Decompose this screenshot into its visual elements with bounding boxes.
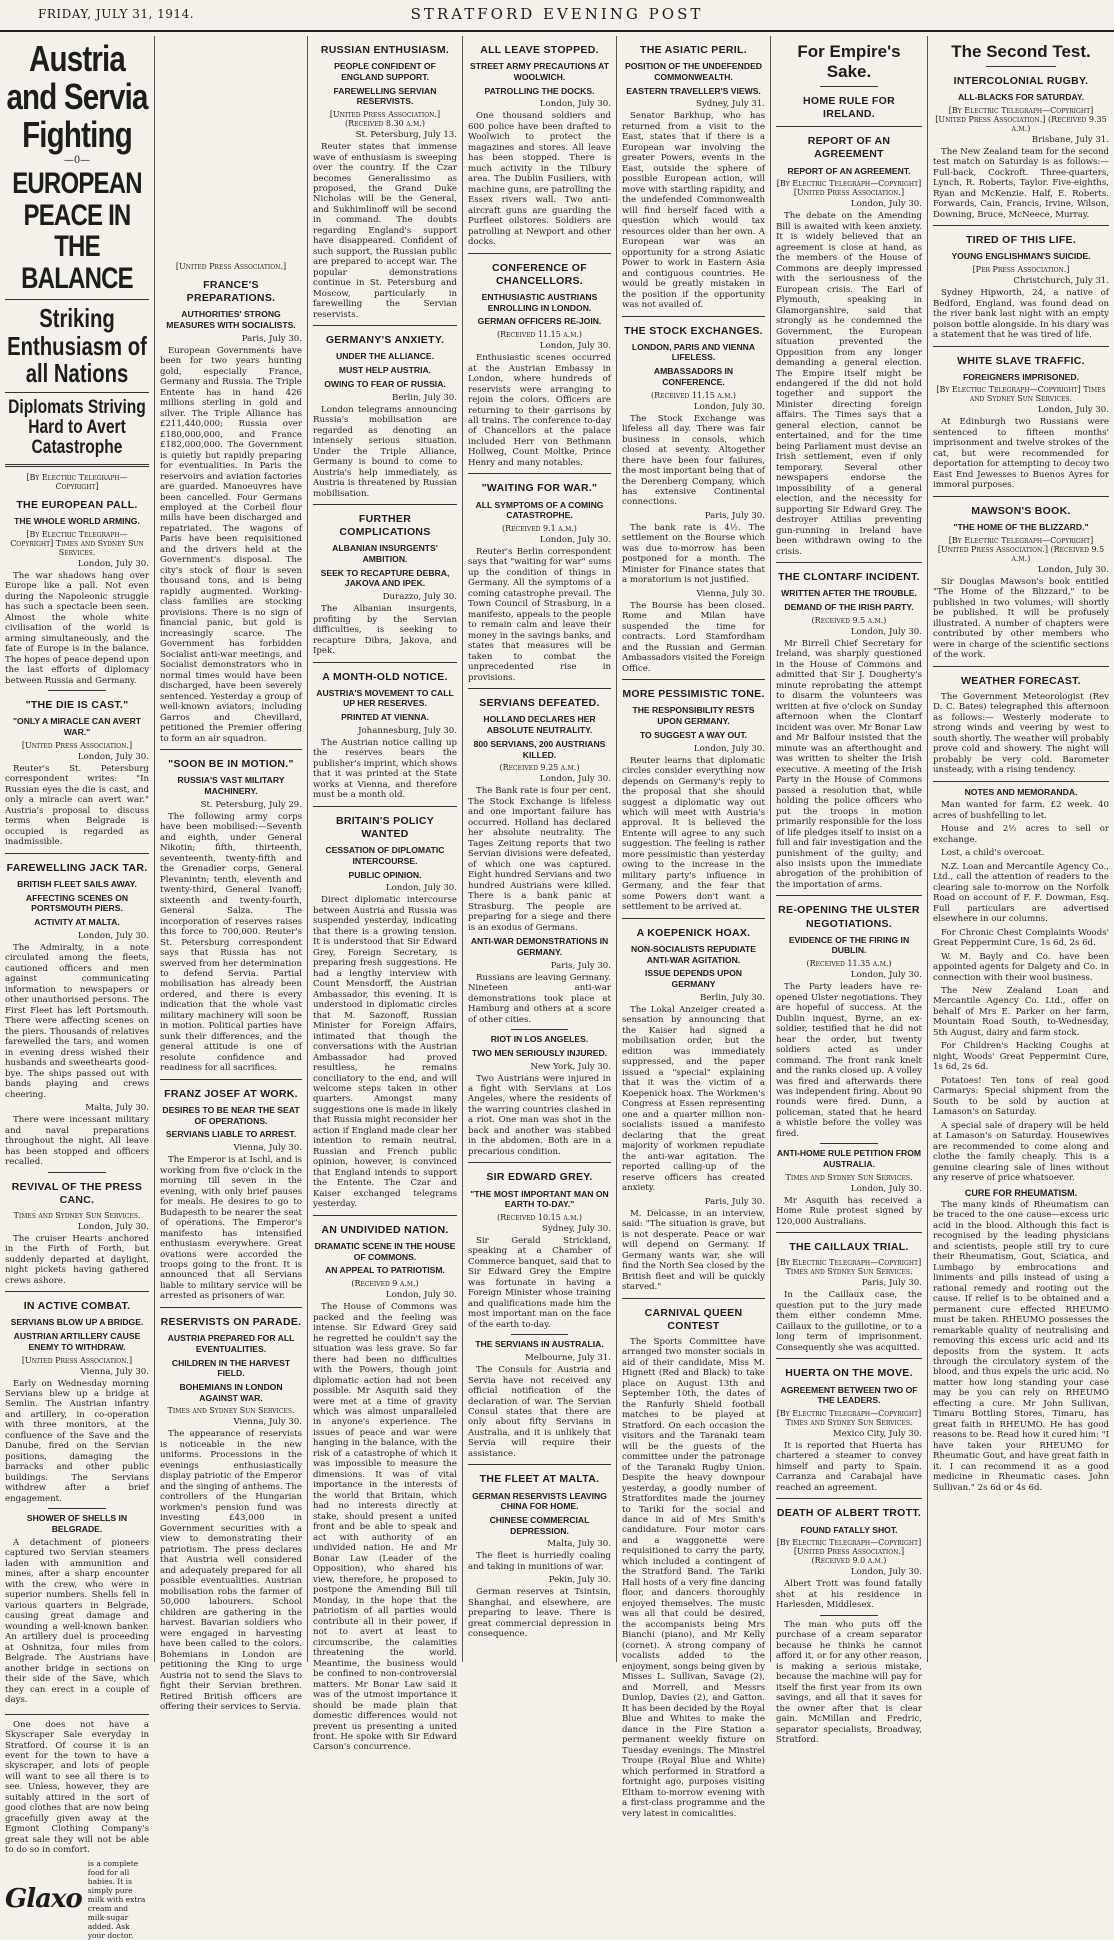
article-body: Early on Wednesday morning Servians blew up a bridge at Semlin. The Austrian infantry and artillery, in co-operation with three monitors, at the confluence of the Save and the Danube, fired on the Servian positions, damaging the barracks and other public buildings. The Servians withdrew after a brief engagement.: [5, 1378, 149, 1504]
dateline: Brisbane, July 31.: [1031, 134, 1109, 145]
article-subtitle: TO SUGGEST A WAY OUT.: [639, 729, 748, 740]
dateline: London, July 30.: [850, 1567, 922, 1578]
article-body: European Governments have been for two years hunting gold, especially France, Germany and Russia. The Triple Entente has in hand 426 millions sterling in gold and silver. The Triple Alliance has £211,440,000; Russia over £180,000,000, and France £182,000,000. The Government is quietly but rapidly preparing for eventualities. In Paris the reservoirs and aviation factories are guarded. Manoeuvres have been cancelled. Four Germans employed at the Corbeil flour mills have been discharged and repatriated. The wagons of Paris have been requisitioned and the drivers held at the Government's disposal. The city's stock of flour is seven thousand tons, and is being rapidly augmented. Working-class families are stocking provisions. There is no sign of financial panic, but gold is increasingly scarce. The Government has forbidden Socialist anti-war meetings, and Socialist demonstrators who in normal times would have been discharged, have been severely sentenced. Yesterday a group of well-known aviators, including Garros and Chevillard, petitioned the Premier offering to form an air squadron.: [160, 345, 302, 744]
credit-line: (Received 9.5 a.m.): [811, 615, 887, 625]
article-body: Reuter's St. Petersburg correspondent writes: "In Russian eyes the die is cast, and only a miracle can avert war." Austria's proposal to discuss terms when Belgrade is occupied is regarded as inadmissible.: [5, 763, 149, 848]
article-subtitle: AGREEMENT BETWEEN TWO OF THE LEADERS.: [780, 1384, 918, 1406]
newspaper-title: STRATFORD EVENING POST: [410, 5, 704, 23]
dateline: Paris, July 30.: [861, 1278, 922, 1289]
credit-line: [By Electric Telegraph—Copyright] Times and Sydney Sun Services.: [776, 1408, 922, 1427]
section-header: For Empire's Sake.: [797, 42, 901, 81]
dateline: London, July 30.: [539, 99, 611, 110]
article-subtitle: NON-SOCIALISTS REPUDIATE ANTI-WAR AGITATION.: [631, 943, 756, 965]
column-7: [928, 36, 1114, 1662]
article-body: The Bourse has been closed. Rome and Milan have suspended the time for contracts. Lord Stamfordham and the Russian and German Ambassadors visited the Foreign Office.: [622, 600, 765, 674]
article-title: IN ACTIVE COMBAT.: [23, 1300, 131, 1313]
dateline: Melbourne, July 31.: [524, 1353, 611, 1364]
article-subtitle: FOREIGNERS IMPRISONED.: [962, 371, 1080, 382]
article-title: THE ASIATIC PERIL.: [640, 44, 747, 56]
article-subtitle: ENTHUSIASTIC AUSTRIANS ENROLLING IN LONDON.: [481, 291, 598, 313]
article-body: Reuter's Berlin correspondent says that "waiting for war" sums up the condition of things in Germany. All the symptoms of a coming catastrophe prevail. The Town Council of Strasburg, in a manifesto, appeals to the people to remain calm and leave their money in the savings banks, and states that measures will be taken to combat the unprecedented rise in provisions.: [468, 547, 611, 683]
notes-list: [933, 800, 1109, 1183]
article-body: Albert Trott was found fatally shot at his residence in Harlesden, Middlesex.: [776, 1579, 922, 1611]
article-body: The following army corps have been mobilised:—Seventh and eighth, under General Nikotin; fifth, thirteenth, seventeenth, twenty-fifth and the Grenadier corps, General Plevanintn; tenth, eleventh and twenty-third, General Ivanoff; sixteenth and twenty-fourth, General Salza. The incorporation of reserves raises this force to 700,000. Reuter's St. Petersburg correspondent says that Russia has not swerved from her determination to defend Servia. Partial mobilisation has already been ordered, and there is every indication that the whole vast military machinery will soon be in motion. Political parties have sunk their differences, and the general attitude is one of resolute confidence and readiness for all sacrifices.: [160, 811, 302, 1074]
article-body: In the Caillaux case, the question put to the jury made them either condemn Mme. Caillaux to the guillotine, or to a long term of imprisonment. Consequently she was acquitted.: [776, 1290, 922, 1353]
article-subtitle: SERVIANS BLOW UP A BRIDGE.: [10, 1317, 144, 1328]
issue-date: FRIDAY, JULY 31, 1914.: [38, 7, 195, 21]
headline-peace: EUROPEAN PEACE IN THE BALANCE: [12, 167, 142, 295]
article-subtitle: ALL-BLACKS FOR SATURDAY.: [957, 92, 1085, 103]
article-subtitle: SEEK TO RECAPTURE DEBRA, JAKOVA AND IPEK.: [320, 567, 450, 589]
article-body: Reuter learns that diplomatic circles consider everything now depends on Germany's reply to the proposal that she should suggest a diplomatic way out which will meet with Austria's approval. It is believed the Entente will agree to any such suggestion. The feeling is rather more pessimistic than yesterday owing to the increase in the military party's influence in Germany, and the fear that some Powers don't want a settlement to be arrived at.: [622, 755, 765, 913]
article-subtitle: GERMAN OFFICERS RE-JOIN.: [477, 316, 602, 327]
article-body: Two Austrians were injured in a fight with Servians at Los Angeles, where the residents of the warring countries clashed in a riot. One man was shot in the back and another was stabbed in the abdomen. Both are in a precarious condition.: [468, 1073, 611, 1157]
dateline: Pekin, July 30.: [548, 1575, 611, 1586]
ad-body: One does not have a Skyscraper Sale everyday in Stratford. Of course it is an event for the town to have a skyscraper, and lots of people will want to see all there is to see. Unless, however, they are suitably attired in the sort of good clothes that are now being gracefully given away at the Egmont Clothing Company's great sale they will not be able to do so in comfort.: [5, 1719, 149, 1856]
dateline: Berlin, July 30.: [700, 992, 765, 1003]
credit-line: [Per Press Association.]: [972, 265, 1070, 275]
article-subtitle: SHOWER OF SHELLS IN BELGRADE.: [26, 1513, 128, 1535]
note-item: N.Z. Loan and Mercantile Agency Co., Ltd., call the attention of readers to the clearing sale to-morrow on the Norfolk Road on account of F. F. Dowman, Esq. Full particulars are advertised elsewhere in our columns.: [933, 861, 1109, 925]
article-body: The debate on the Amending Bill is awaited with keen anxiety. It is widely believed that an agreement is close at hand, as the members of the House of Commons are deeply impressed with the seriousness of the European crisis. The Earl of Plymouth, speaking in Glamorganshire, said that strongly as he condemned the Government, the European situation prevented the Opposition from any longer demanding a general election. The Empire itself might be endangered if the did not hold together and support the Minister directing foreign affairs. The Times says that a general election, cannot be entertained, and for the time being Parliament must devise an Irish settlement, even if only temporary. Several other newspapers endorse the impossibility of a general election, and the necessity for supporting Sir Edward Grey. The destroyer Attilias preventing gun-running in Ireland have been withdrawn owing to the crisis.: [776, 211, 922, 557]
note-item: Man wanted for farm. £2 week. 40 acres of bushfelling to let.: [933, 800, 1109, 821]
dateline: Sydney, July 30.: [541, 1223, 611, 1234]
article-subtitle: THE WHOLE WORLD ARMING.: [14, 516, 140, 527]
article-subtitle: ALBANIAN INSURGENTS' AMBITION.: [332, 543, 438, 564]
article-body: Senator Barkhup, who has returned from a visit to the East, states that if there is a European war involving the greater Powers, events in the East, outside the sphere of possible European action, will move with startling rapidity, and the undefended Commonwealth will find herself faced with a question which would tax resources older than her own. A European war was an opportunity for a strong Asiatic Power to work in Eastern Asia and contiguous countries. He would be greatly mistaken in the position if the opportunity was not availed of.: [622, 111, 765, 311]
dateline: Malta, July 30.: [547, 1539, 611, 1550]
article-subtitle: AUTHORITIES' STRONG MEASURES WITH SOCIALISTS.: [166, 309, 296, 330]
article-title: REVIVAL OF THE PRESS CANC.: [11, 1180, 143, 1206]
article-subtitle: ACTIVITY AT MALTA.: [34, 917, 120, 928]
article-subtitle: THE RESPONSIBILITY RESTS UPON GERMANY.: [632, 705, 755, 727]
article-title: WEATHER FORECAST.: [961, 674, 1081, 687]
article-title: "SOON BE IN MOTION.": [168, 758, 294, 771]
note-item: A special sale of drapery will be held at Lamason's on Saturday. Housewives are recommended to come along and clothe the family cheaply. This is a genuine clearing sale of lines without any reserve of price whatsoever.: [933, 1120, 1109, 1184]
dateline: Durazzo, July 30.: [382, 592, 457, 603]
credit-line: [By Electric Telegraph—Copyright] [United Press Association.] (Received 9.0 a.m.): [776, 1538, 922, 1566]
article-subtitle: FOUND FATALLY SHOT.: [800, 1524, 898, 1535]
credit-line: (Received 9.25 a.m.): [499, 763, 580, 773]
credit-line: Times and Sydney Sun Services.: [785, 1172, 913, 1182]
article-body: The cruiser Hearts anchored in the Firth of Forth, but suddenly departed at daylight, night pickets having gathered crews ashore.: [5, 1233, 149, 1286]
article-title: MAWSON'S BOOK.: [971, 504, 1071, 517]
article-body: Sydney Hipworth, 24, a native of Bedford, England, was found dead on the river bank last night with an empty poison bottle alongside. In his diary was a statement that he was tired of life.: [933, 288, 1109, 341]
article-title: RESERVISTS ON PARADE.: [160, 1315, 302, 1328]
dateline: Vienna, July 30.: [696, 588, 765, 599]
dateline: London, July 30.: [850, 970, 922, 981]
section-header: The Second Test.: [951, 42, 1091, 61]
article-body: M. Delcasse, in an interview, said: "The situation is grave, but is not desperate. Peace or war will depend on Germany. If Germany wants war, she will find the North Sea closed by the British fleet and will be quickly starved.": [622, 1208, 765, 1293]
article-body: Mr Birrell Chief Secretary for Ireland, was sharply questioned in the House of Commons and admitted that Sir J. Dougherty's minute reprobating the attempt to disarm the volunteers was written at five o'clock on Sunday afternoon when the Clontarf incident was over. Mr Bonar Law and Mr Balfour insisted that the minute was an afterthought and was written to shelter the Irish executive. A meeting of the Irish Party in the House of Commons passed a resolution that, while holding the police officers who put the troops in motion primarily responsible for the loss of life pledges itself to insist on a full and fair investigation and the punishment of the guilty; and also insists upon the immediate abrogation of the prohibition of the importation of arms.: [776, 638, 922, 890]
article-title: THE CAILLAUX TRIAL.: [789, 1241, 909, 1254]
article-body: It is reported that Huerta has chartered a steamer to convey himself and party to Spain. Carranza and Carabajal have reached an agreement.: [776, 1440, 922, 1493]
article-body: Direct diplomatic intercourse between Austria and Russia was suspended yesterday, indicating that there is a growing tension. It is understood that Sir Edward Grey, Foreign Secretary, is preparing fresh suggestions. He had a lengthy interview with Count Mensdorff, the Austrian Ambassador, this evening. It is understood in diplomatic circles that M. Sazonoff, Russian Minister for Foreign Affairs, intimated that though the conversations with the Austrian Ambassador had proved resultless, he remains conciliatory to the end, and will welcome steps taken in other quarters. Amongst many suggestions one is made in likely that Russia might reconsider her action if England made clear her intention to remain neutral. Russian and French public opinion, however, is convinced that England intends to support the Entente. The Czar and Kaiser exchanged telegrams yesterday.: [313, 895, 457, 1210]
article-title: SIR EDWARD GREY.: [486, 1171, 593, 1184]
credit-line: Times and Sydney Sun Services.: [167, 1406, 295, 1416]
glaxo-ad: [5, 1859, 149, 1940]
dateline: London, July 30.: [77, 1221, 149, 1232]
article-subtitle: PATROLLING THE DOCKS.: [484, 85, 595, 96]
article-subtitle: UNDER THE ALLIANCE.: [335, 351, 435, 362]
article-title: A KOEPENICK HOAX.: [636, 926, 751, 939]
credit-line: [United Press Association.] (Received 8.30 a.m.): [329, 110, 441, 129]
article-subtitle: PUBLIC OPINION.: [348, 869, 422, 880]
dateline: London, July 30.: [1037, 564, 1109, 575]
article-title: BRITAIN'S POLICY WANTED: [335, 814, 435, 840]
article-subtitle: DEMAND OF THE IRISH PARTY.: [784, 602, 914, 613]
article-title: FURTHER COMPLICATIONS: [339, 512, 431, 539]
dateline: Malta, July 30.: [85, 1103, 149, 1114]
article-subtitle: TWO MEN SERIOUSLY INJURED.: [471, 1047, 608, 1058]
dateline: London, July 30.: [539, 535, 611, 545]
article-subtitle: BRITISH FLEET SAILS AWAY.: [17, 878, 137, 889]
article-subtitle: RIOT IN LOS ANGELES.: [490, 1034, 589, 1045]
glaxo-logo: Glaxo: [5, 1884, 82, 1915]
article-subtitle: ISSUE DEPENDS UPON GERMANY: [645, 968, 742, 990]
credit-line: [By Electric Telegraph—Copyright] [United Press Association.]: [776, 179, 922, 198]
article-body: The Consuls for Austria and Servia have not received any official notification of the declaration of war. The Servian Consul states that there are only about fifty Servians in Australia, and it is unlikely that Servia will require their assistance.: [468, 1365, 611, 1459]
article-body: The Sports Committee have arranged two monster socials in aid of their candidate, Miss M. Hignett (Red and Black) to take place on August 13th and September 10th, the dates of the Ranfurly Shield football matches to be played at Stratford. On each occasion the visitors and the Taranaki team will be the guests of the committee under the patronage of the Taranaki Rugby Union. Despite the heavy downpour yesterday, a goodly number of Stratfordites made the journey to Tariki for the social and dance in aid of Mrs Smith's candidature. Four motor cars and a waggonette were requisitioned to carry the party, which included a contingent of the Stratford Band. The Tariki Hall hosts of a very fine dancing floor, and dancers thoroughly enjoyed themselves. The music was all that could be desired, the accompanists being Mrs Bianchi (piano), and Mr Kelly (cornet). A strong company of vocalists added to the enjoyment, songs being given by Misses L. Sullivan, Savage (2), and Morrell, and Messrs Dunlop, Davies (2), and Gatton. It has been decided by the Royal Blue and Whites to make the dance in the Fire Station a permanent weekly fixture on Tuesday evenings. The Minstrel Troupe (Royal Blue and White) which performed in Stratford a fortnight ago, purposes visiting Eltham to-morrow evening with a first-class programme and the very latest in comicalities.: [622, 1336, 765, 1819]
column-2: [155, 36, 308, 1713]
dateline: Berlin, July 30.: [392, 392, 457, 403]
dateline: London, July 30.: [77, 558, 149, 569]
headline-diplomats: Diplomats Striving Hard to Avert Catastrophe: [8, 397, 146, 459]
article-subtitle: RUSSIA'S VAST MILITARY MACHINERY.: [177, 775, 285, 796]
column-1: [0, 36, 155, 1940]
article-subtitle: AUSTRIA'S MOVEMENT TO CALL UP HER RESERVES.: [316, 687, 454, 709]
article-title: ALL LEAVE STOPPED.: [480, 44, 599, 56]
article-subtitle: DESIRES TO BE NEAR THE SEAT OF OPERATIONS.: [162, 1104, 300, 1126]
dateline: London, July 30.: [77, 930, 149, 941]
article-body: Russians are leaving Germany. Nineteen anti-war demonstrations took place at Hamburg and others at a score of other cities.: [468, 972, 611, 1025]
article-subtitle: "THE MOST IMPORTANT MAN ON EARTH TO-DAY.": [470, 1188, 609, 1210]
article-title: THE EUROPEAN PALL.: [16, 499, 138, 512]
dateline: St. Petersburg, July 29.: [200, 799, 302, 810]
article-body: At Edinburgh two Russians were sentenced to fifteen months' imprisonment and twelve strokes of the cat, but were recommended for deportation for attempting to decoy two East End Jewesses to Buenos Ayres for immoral purposes.: [933, 417, 1109, 491]
article-subtitle: STREET ARMY PRECAUTIONS AT WOOLWICH.: [470, 61, 609, 82]
note-item: House and 2½ acres to sell or exchange.: [933, 824, 1109, 845]
article-body: The Albanian insurgents, profiting by the Servian difficulties, is seeking to recapture Dibra, Jakova, and Ipek.: [313, 604, 457, 657]
article-subtitle: ANTI-HOME RULE PETITION FROM AUSTRALIA.: [776, 1148, 922, 1170]
article-title: INTERCOLONIAL RUGBY.: [953, 75, 1089, 87]
dateline: Vienna, July 30.: [233, 1417, 302, 1428]
dateline: Mexico City, July 30.: [832, 1428, 922, 1439]
article-body: Sir Douglas Mawson's book entitled "The Home of the Blizzard," to be published in two volumes, will shortly be published. It will be profusely illustrated. A number of chapters were contributed by other members who were in charge of the scientific sections of the work.: [933, 576, 1109, 661]
credit-line: Times and Sydney Sun Services.: [13, 1210, 141, 1220]
article-title: SERVIANS DEFEATED.: [479, 697, 600, 710]
article-title: THE CLONTARF INCIDENT.: [778, 571, 920, 584]
credit-line: (Received 10.15 a.m.): [496, 1212, 583, 1222]
article-title: WHITE SLAVE TRAFFIC.: [957, 354, 1085, 367]
article-body: The Emperor is at Ischl, and is working from five o'clock in the morning till seven in the evening, with only brief pauses for meals. He desires to go to Budapesth to be nearer the seat of operations. The Emperor's manifesto has intensified enthusiasm everywhere. Great ovations were accorded the troops going to the front. It is announced that all Servians liable to military service will be arrested as prisoners of war.: [160, 1155, 302, 1302]
note-item: W. M. Bayly and Co. have been appointed agents for Dalgety and Co. in connection with their wool business.: [933, 951, 1109, 983]
rheumo-ad-title: CURE FOR RHEUMATISM.: [964, 1187, 1078, 1198]
article-subtitle: LONDON, PARIS AND VIENNA LIFELESS.: [631, 341, 756, 363]
article-body: The appearance of reservists is noticeable in the new uniforms. Processions in the evenings enthusiastically display patriotic of the Emperor and the singing of anthems. The controllers of the Hungarian workmen's pension fund was investing £43,000 in Government securities with a view to demonstrating their patriotism. The press declares that Austria well considered and adequately prepared for all possible eventualities. Austrian mobilisation robs the farmer of 50,000 labourers. School children are gathering in the harvest. Bavarian soldiers who were engaged in harvesting have been called to the colors. Bohemians in London are petitioning the King to urge Austria not to send the Slavs to fight their Servian brethren. Retired British officers are offering their services to Servia.: [160, 1429, 302, 1713]
credit-line: [By Electric Telegraph—Copyright]: [26, 473, 128, 492]
article-body: The fleet is hurriedly coaling and taking in munitions of war.: [468, 1551, 611, 1572]
article-title: FAREWELLING JACK TAR.: [6, 861, 148, 874]
article-body: The Party leaders have re-opened Ulster negotiations. They are hopeful of success. At the Dublin inquest, Byrne, an ex-soldier, testified that he did not hear the order, but twenty soldiers acted as under command. The front rank knelt and the ranks closed up. A volley was fired and afterwards there was independent firing. About 90 rounds were fired. Dunn, a policeman, stated that he heard a whistle before the volley was fired.: [776, 982, 922, 1139]
dateline: Sydney, July 31.: [695, 99, 765, 110]
credit-line: [United Press Association.]: [21, 740, 133, 750]
article-subtitle: EVIDENCE OF THE FIRING IN DUBLIN.: [788, 934, 910, 956]
credit-line: [United Press Association.]: [21, 1355, 133, 1365]
article-subtitle: CHINESE COMMERCIAL DEPRESSION.: [489, 1515, 590, 1536]
dateline: London, July 30.: [850, 626, 922, 637]
dateline: Paris, July 30.: [704, 510, 765, 521]
article-body: German reserves at Tsintsin, Shanghai, and elsewhere, are preparing to leave. There is great commercial depression in consequence.: [468, 1587, 611, 1640]
article-subtitle: 800 SERVIANS, 200 AUSTRIANS KILLED.: [473, 738, 606, 760]
article-body: There were incessant military and naval preparations throughout the night. All leave has been stopped and officers recalled.: [5, 1115, 149, 1168]
article-subtitle: "THE HOME OF THE BLIZZARD.": [953, 521, 1089, 532]
article-title: RE-OPENING THE ULSTER NEGOTIATIONS.: [778, 904, 920, 930]
credit-line: (Received 11.15 a.m.): [650, 390, 737, 400]
credit-line: [By Electric Telegraph—Copyright] Times and Sydney Sun Services.: [776, 1258, 922, 1277]
dateline: London, July 30.: [77, 751, 149, 762]
article-body: The Bank rate is four per cent. The Stock Exchange is lifeless and one important failure has occurred. Holland has declared her absolute neutrality. The Tages Zeitung reports that two Servian divisions were defeated, of which one was captured. Eight hundred Servians and two hundred Austrians were killed. There is a bank panic at Strasburg. The people are preparing for a siege and there is an exodus of Germans.: [468, 786, 611, 933]
article-title: "WAITING FOR WAR.": [481, 482, 598, 495]
dateline: St. Petersburg, July 13.: [355, 130, 457, 141]
credit-line: (Received 9 a.m.): [351, 1279, 419, 1289]
article-subtitle: ANTI-WAR DEMONSTRATIONS IN GERMANY.: [470, 936, 609, 957]
article-title: HUERTA ON THE MOVE.: [785, 1367, 913, 1380]
article-title: CARNIVAL QUEEN CONTEST: [644, 1306, 743, 1332]
article-title: MORE PESSIMISTIC TONE.: [622, 688, 765, 701]
article-title: AN UNDIVIDED NATION.: [321, 1223, 449, 1236]
article-subtitle: BOHEMIANS IN LONDON AGAINST WAR.: [179, 1382, 283, 1403]
note-item: Potatoes! Ten tons of real good Carmarys: Special shipment from the South to be sold by auction at Lamason's on Saturday.: [933, 1075, 1109, 1118]
article-body: The Stock Exchange was lifeless all day. There was fair business in consols, which closed at seventy. Altogether there have been four failures, the most important being that of the Derenberg Company, which has extensive Continental connections.: [622, 413, 765, 508]
dateline: London, July 30.: [539, 341, 611, 352]
note-item: The New Zealand Loan and Mercantile Agency Co. Ltd., offer on behalf of Mrs E. Parker on her farm, Mountain Road South, to-Wednesday, 5th August, dairy and farm stock.: [933, 986, 1109, 1038]
article-title: TIRED OF THIS LIFE.: [965, 234, 1077, 247]
dateline: Paris, July 30.: [241, 333, 302, 344]
article-subtitle: CESSATION OF DIPLOMATIC INTERCOURSE.: [325, 845, 445, 866]
glaxo-ad-text: is a complete food for all babies. It is simply pure milk with extra cream and milk-sugar added. Ask your doctor.: [87, 1858, 146, 1940]
article-body: A detachment of pioneers captured two Servian steamers laden with ammunition and mines, after a sharp encounter with the crew, who were in superior numbers. Shells fell in various quarters in Belgrade, causing great damage and wounding a well-known banker. An artillery duel is proceeding at Oshnitza, four miles from Belgrade. The Austrians have another bridge in sections on their side of the Save, which they can erect in a couple of days.: [5, 1537, 149, 1706]
article-title: THE FLEET AT MALTA.: [479, 1473, 600, 1486]
dateline: London, July 30.: [850, 199, 922, 210]
headline-enthusiasm: Striking Enthusiasm of all Nations: [7, 303, 147, 388]
dateline: London, July 30.: [385, 883, 457, 894]
article-subtitle: THE SERVIANS IN AUSTRALIA.: [475, 1339, 604, 1350]
dateline: Johannesburg, July 30.: [358, 725, 457, 736]
article-body: Enthusiastic scenes occurred at the Austrian Embassy in London, where hundreds of reservists were arranging to rejoin the colors. Officers are returning to their garrisons by all trains. The conference to-day of Chancellors at the palace included Herr von Bethmann Hollweg, Count Moltke, Prince Henry and many notables.: [468, 353, 611, 468]
article-body: The Admiralty, in a note circulated among the fleets, cautioned officers and men against communicating information to newspapers or other unauthorised persons. The First Fleet has left Portsmouth. There were affecting scenes on the piers. Thousands of relatives farewelled the tars, and women in evening dress wished their husbands and sweethearts good-bye. The ships passed out with bands playing and crews cheering.: [5, 942, 149, 1100]
article-title: DEATH OF ALBERT TROTT.: [776, 1507, 922, 1520]
article-body: One thousand soldiers and 600 police have been drafted to Woolwich to protect the magazines and stores. All leave has been stopped. There is much activity in the Tilbury area. The Dublin Fusiliers, with machine guns, are patrolling the Essex rivers wall. Two anti-aircraft guns are guarding the Purfleet oilstores. Soldiers are patrolling at Newport and other docks.: [468, 111, 611, 248]
column-6: [771, 36, 928, 1746]
article-subtitle: "ONLY A MIRACLE CAN AVERT WAR.": [12, 716, 142, 738]
dateline: London, July 30.: [385, 1290, 457, 1301]
dateline: Vienna, July 30.: [80, 1366, 149, 1377]
dateline: London, July 30.: [1037, 405, 1109, 416]
column-3: [308, 36, 463, 1753]
article-subtitle: DRAMATIC SCENE IN THE HOUSE OF COMMONS.: [314, 1240, 456, 1262]
headline-divider: —0—: [63, 155, 91, 167]
note-item: Lost, a child's overcoat.: [941, 848, 1045, 859]
dateline: Christchurch, July 31.: [1013, 276, 1109, 287]
article-title: THE STOCK EXCHANGES.: [624, 324, 763, 337]
credit-line: [By Electric Telegraph—Copyright] [United Press Association.] (Received 9.5 a.m.): [937, 535, 1105, 563]
article-subtitle: AFFECTING SCENES ON PORTSMOUTH PIERS.: [25, 892, 129, 914]
dateline: Paris, July 30.: [704, 1196, 765, 1207]
credit-line: [United Press Association.]: [175, 262, 287, 271]
column-4: [463, 36, 617, 1662]
article-subtitle: YOUNG ENGLISHMAN'S SUICIDE.: [951, 251, 1091, 262]
article-subtitle: NOTES AND MEMORANDA.: [964, 786, 1078, 797]
article-title: GERMANY'S ANXIETY.: [325, 334, 445, 347]
credit-line: (Received 11.15 a.m.): [496, 330, 583, 340]
article-subtitle: WRITTEN AFTER THE TROUBLE.: [781, 588, 917, 599]
article-subtitle: AUSTRIAN ARTILLERY CAUSE ENEMY TO WITHDRAW.: [13, 1331, 141, 1352]
credit-line: [By Electric Telegraph—Copyright] Times and Sydney Sun Services.: [936, 385, 1106, 404]
article-body: Sir Gerald Strickland, speaking at a Chamber of Commerce banquet, said that to Sir Edward Grey the Empire was fortunate in having a Foreign Minister whose training and qualifications made him the most important man on the face of the earth to-day.: [468, 1235, 611, 1330]
article-subtitle: HOLLAND DECLARES HER ABSOLUTE NEUTRALITY.: [483, 714, 596, 736]
article-title: FRANCE'S PREPARATIONS.: [186, 279, 276, 305]
article-body: The House of Commons was packed and the feeling was intense. Sir Edward Grey said he regretted he couldn't say the situation was less grave. So far there had been no difficulties with the Powers, though joint diplomatic action had not been possible. Mr Asquith said they were met at a time of gravity which was almost unparalleled in anyone's experience. The issues of peace and war were hanging in the balance, with the risk of a catastrophe of which it was impossible to measure the dimensions. It was of vital importance in the interests of the world that Britain, which had no interests directly at stake, should present a united front and be able to speak and act with authority of an undivided nation. He and Mr Bonar Law (Leader of the Opposition), who shared his view, therefore, he proposed to postpone the Amending Bill till Monday, in the hope that the patriotism of all parties would contribute all in their power, if not to avert at least to circumscribe, the calamities threatening the world. Meantime, the business would be confined to non-controversial matters. Mr Bonar Law said it was of the utmost importance it should be made plain that domestic differences would not prevent us presenting a united front. He spoke with Sir Edward Carson's concurrence.: [313, 1302, 457, 1753]
article-title: CONFERENCE OF CHANCELLORS.: [492, 261, 587, 287]
dateline: London, July 30.: [693, 401, 765, 412]
credit-line: (Received 9.1 a.m.): [502, 524, 577, 533]
article-subtitle: MUST HELP AUSTRIA.: [338, 365, 432, 376]
article-body: The Lokal Anzeiger created a sensation by announcing that the Kaiser had signed a mobilisation order, but the edition was immediately suppressed, and the paper issued a "special" explaining that it was the victim of a Koepenick hoax. The Workmen's Congress at Essen representing one and a quarter million non-socialists issued a manifesto declaring that the great majority of workmen repudiate the anti-war agitation. The reported calling-up of the reserve officers has created anxiety.: [622, 1004, 765, 1194]
masthead: [0, 0, 1114, 32]
article-title: REPORT OF AN AGREEMENT: [807, 135, 891, 161]
article-subtitle: GERMAN RESERVISTS LEAVING CHINA FOR HOME.: [472, 1490, 607, 1512]
article-subtitle: FAREWELLING SERVIAN RESERVISTS.: [333, 85, 437, 107]
article-subtitle: POSITION OF THE UNDEFENDED COMMONWEALTH.: [624, 61, 763, 82]
dateline: New York, July 30.: [530, 1061, 611, 1072]
article-body: The Austrian notice calling up the reserves bears the publisher's imprint, which shows that it was printed at the State works at Vienna, and therefore must be a month old.: [313, 737, 457, 801]
article-subtitle: REPORT OF AN AGREEMENT.: [787, 165, 911, 176]
article-subtitle: AUSTRIA PREPARED FOR ALL EVENTUALITIES.: [167, 1333, 295, 1354]
advertisement: [5, 1714, 149, 1940]
article-body: London telegrams announcing Russia's mobilisation are regarded as denoting an intensely serious situation. Under the Triple Alliance, Germany is bound to come to Austria's help immediately, as Austria is threatened by Russian mobilisation.: [313, 404, 457, 499]
article-title: A MONTH-OLD NOTICE.: [322, 670, 448, 683]
article-subtitle: OWING TO FEAR OF RUSSIA.: [324, 378, 446, 389]
column-5: [617, 36, 771, 1819]
article-title: FRANZ JOSEF AT WORK.: [164, 1087, 298, 1100]
article-subtitle: PEOPLE CONFIDENT OF ENGLAND SUPPORT.: [334, 61, 436, 82]
credit-line: [By Electric Telegraph—Copyright] Times and Sydney Sun Services.: [10, 529, 144, 557]
dateline: London, July 30.: [850, 1183, 922, 1194]
article-body: The Government Meteorologist (Rev D. C. Bates) telegraphed this afternoon as follows:— Westerly moderate to strong winds and veering by west to south shortly. The weather will probably prove cold and showery. The night will probably be very cold. Barometer unsteady, with a rising tendency.: [933, 691, 1109, 776]
article-body: The bank rate is 4½. The settlement on the Bourse which was due to-morrow has been postponed for a month. The Minister for Finance states that a moratorium is not justified.: [622, 522, 765, 586]
article-subtitle: AN APPEAL TO PATRIOTISM.: [325, 1265, 445, 1276]
note-item: For Chronic Chest Complaints Woods' Great Peppermint Cure, 1s 6d, 2s 6d.: [933, 927, 1109, 949]
article-subtitle: CHILDREN IN THE HARVEST FIELD.: [171, 1357, 291, 1379]
article-subtitle: AMBASSADORS IN CONFERENCE.: [653, 366, 734, 387]
article-subtitle: SERVIANS LIABLE TO ARREST.: [165, 1129, 297, 1140]
main-headline: Austria and Servia Fighting: [6, 38, 148, 155]
credit-line: [By Electric Telegraph—Copyright] [United Press Association.] (Received 9.35 a.m.): [935, 105, 1107, 133]
article-title: RUSSIAN ENTHUSIASM.: [320, 44, 450, 56]
article-body: The New Zealand team for the second test match on Saturday is as follows:— Full-back, Cockroft. Three-quarters, Lynch, R. Roberts, Taylor. Five-eighths, Ryan and McKenzie. Half, E. Roberts. Forwards, Cain, Francis, Irvine, Wilson, Downing, Bruce, McNeece, Murray.: [933, 146, 1109, 220]
advertisement-separator: The man who puts off the purchase of a cream separator because he thinks he cannot afford it, or for any other reason, is making a serious mistake, because the machine will pay for itself the first year from its own savings, and all that it saves for the owner after that is clear gain. McMillan and Fredric, separator specialists, Broadway, Stratford.: [776, 1619, 922, 1746]
dateline: London, July 30.: [693, 743, 765, 754]
article-title: HOME RULE FOR IRELAND.: [803, 95, 895, 121]
dateline: Paris, July 30.: [550, 960, 611, 971]
article-body: The war shadows hang over Europe like a pall. Not even during the Napoleonic struggle has such a spectacle been seen. Almost the whole white civilisation of the world is arming simultaneously, and the fate of Europe is in the balance. The hopes of peace depend upon the last efforts of diplomacy between Russia and Germany.: [5, 570, 149, 686]
credit-line: (Received 11.35 a.m.): [806, 959, 892, 969]
article-subtitle: PRINTED AT VIENNA.: [341, 712, 429, 723]
article-body: Mr Asquith has received a Home Rule protest signed by 120,000 Australians.: [776, 1195, 922, 1227]
note-item: For Children's Hacking Coughs at night, Woods' Great Peppermint Cure, 1s 6d, 2s 6d.: [933, 1041, 1109, 1073]
dateline: Vienna, July 30.: [233, 1143, 302, 1154]
article-body: Reuter states that immense wave of enthusiasm is sweeping over the country. If the Czar becomes Generalissimo as proposed, the Grand Duke Nicholas will be the General, and Sukhimlinoff will be second in command. The doubts regarding England's support have disappeared. Confident of such support, the Russian public are prepared to accept war. The popular demonstrations continue in St. Petersburg and Moscow, particularly in farewelling the Servian reservists.: [313, 142, 457, 320]
article-subtitle: EASTERN TRAVELLER'S VIEWS.: [626, 85, 761, 96]
article-subtitle: ALL SYMPTOMS OF A COMING CATASTROPHE.: [475, 499, 604, 521]
rheumo-ad-body: The many kinds of Rheumatism can be traced to the one cause—excess uric acid in the blood. Although this fact is recognised by the leading physicians and scientists, people still try to cure their Rheumatism, Gout, Sciatica, and Lumbago by embrocations and liniments and pills instead of using a rational remedy and rooting out the cause. If relief is to be obtained and a permanent cure effected RHEUMO must be taken. RHEUMO possesses the remarkable quality of neutralising and removing this excess uric acid and its deposits from the system. It acts through the circulatory system of the blood, and thus expels the uric acid. No matter how long standing your case may be you can rely on RHEUMO effecting a cure. Mr John Sullivan, Timaru Bottling Stores, Timaru, has great faith in RHEUMO. He has good reasons to be. Read how it cured him: "I have taken your RHEUMO for Rheumatic Gout, and have great faith in it. I can recommend it as a good medicine in Rheumatic cases. John Sullivan." 2s 6d or 4s 6d.: [933, 1199, 1109, 1493]
article-title: "THE DIE IS CAST.": [25, 699, 129, 712]
dateline: London, July 30.: [539, 774, 611, 785]
